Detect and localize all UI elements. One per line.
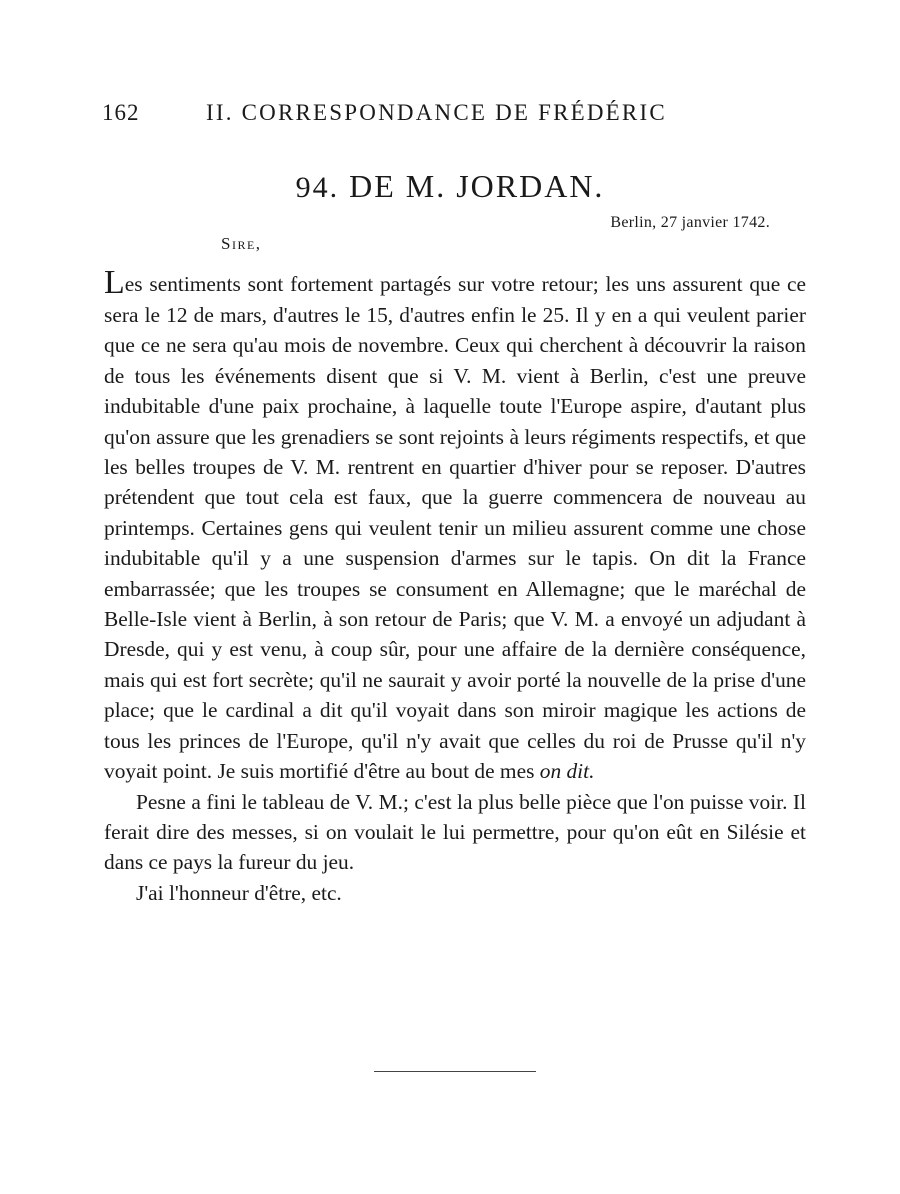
- closing: J'ai l'honneur d'être, etc.: [136, 880, 342, 905]
- running-head-title: II. CORRESPONDANCE DE FRÉDÉRIC: [206, 100, 667, 125]
- paragraph-1-text: es sentiments sont fortement partagés sur votre retour; les uns assurent que ce sera le 12 de mars, d'autres le 15, d'autres enfin le 25. Il y en a qui veulent parier que ce ne sera qu'au mois de novembre. Ceux qui cherchent à découvrir la raison de tous les événements disent que si V. M. vient à Berlin, c'est une preuve indubitable d'une paix prochaine, à laquelle toute l'Europe aspire, d'autant plus qu'on assure que les grenadiers se sont rejoints à leurs régiments respectifs, et que les belles troupes de V. M. rentrent en quartier d'hiver pour se reposer. D'autres prétendent que tout cela est faux, que la guerre commencera de nouveau au printemps. Certaines gens qui veulent tenir un milieu assurent comme une chose indubitable qu'il y a une suspension d'armes sur le tapis. On dit la France embarrassée; que les troupes se consument en Allemagne; que le maréchal de Belle-Isle vient à Berlin, à son retour de Paris; que V. M. a envoyé un adjudant à Dresde, qui y est venu, à coup sûr, pour une affaire de la dernière conséquence, mais qui est fort secrète; qu'il ne saurait y avoir porté la nouvelle de la prise d'une place; que le cardinal a dit qu'il voyait dans son miroir magique les actions de tous les princes de l'Europe, qu'il n'y avait que celles du roi de Prusse qu'il n'y voyait point. Je suis mortifié d'être au bout de mes: [104, 272, 806, 784]
- letter-body: [104, 266, 806, 908]
- divider-rule: [374, 1071, 536, 1072]
- letter-number: 94.: [295, 171, 340, 204]
- paragraph-2: Pesne a fini le tableau de V. M.; c'est la plus belle pièce que l'on puisse voir. Il ferait dire des messes, si on voulait le lui permettre, pour qu'on eût en Silésie et dans ce pays la fureur du jeu.: [104, 789, 806, 875]
- dateline: Berlin, 27 janvier 1742.: [610, 214, 770, 231]
- drop-cap: L: [104, 264, 125, 301]
- page-number: 162: [102, 100, 140, 125]
- paragraph-1-italic: on dit.: [539, 759, 595, 784]
- letter-heading: [0, 168, 900, 205]
- running-header: [102, 100, 722, 134]
- letter-title: DE M. JORDAN.: [349, 168, 605, 204]
- salutation: Sire,: [221, 234, 262, 253]
- paragraph-1: [104, 266, 806, 787]
